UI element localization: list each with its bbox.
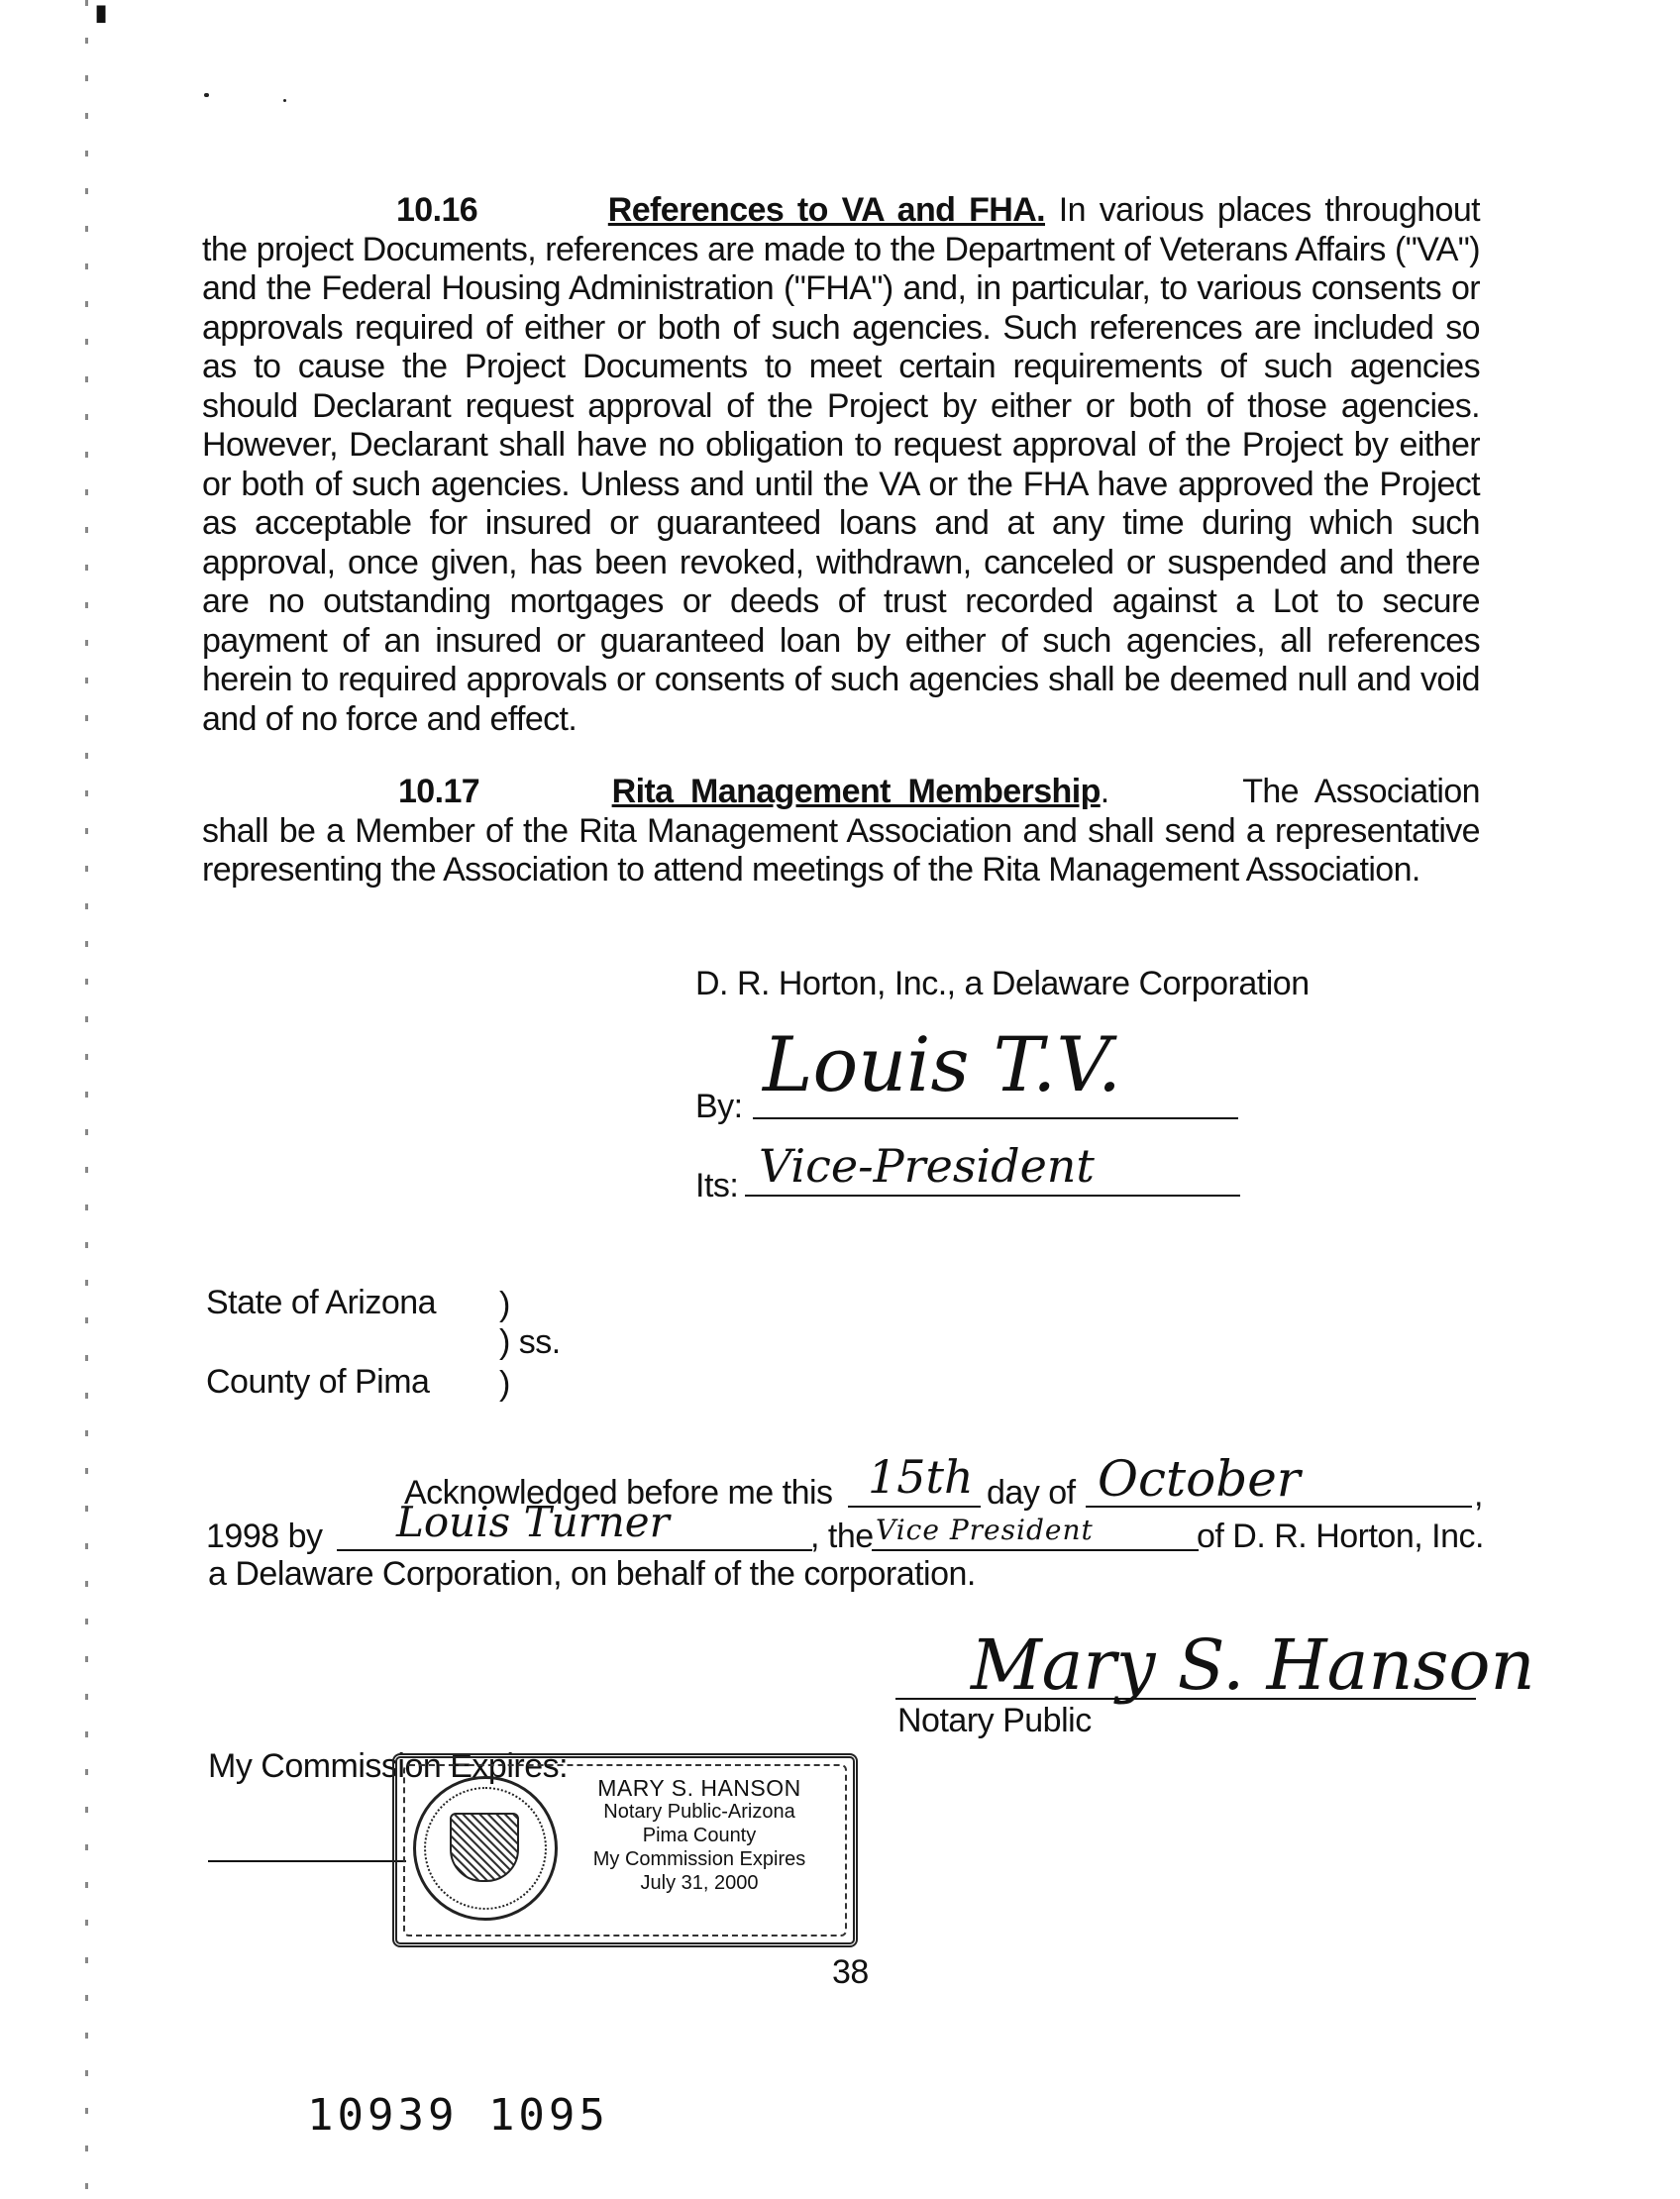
stamp-text bbox=[566, 1776, 833, 1895]
ack-the: , the bbox=[810, 1518, 874, 1555]
ack-comma: , bbox=[1474, 1476, 1483, 1514]
stamp-notary-name: MARY S. HANSON bbox=[597, 1775, 801, 1801]
its-label: Its: bbox=[695, 1167, 739, 1204]
section-10-17 bbox=[202, 773, 1480, 890]
section-title: References to VA and FHA. bbox=[607, 191, 1045, 229]
scan-edge-artifact bbox=[85, 0, 88, 2199]
company-name: D. R. Horton, Inc., a Delaware Corporation bbox=[695, 965, 1310, 1002]
document-id: 10939 1095 bbox=[307, 2090, 609, 2141]
by-signature: Louis T.V. bbox=[763, 1020, 1122, 1108]
notary-signature: Mary S. Hanson bbox=[971, 1624, 1535, 1706]
section-body: In various places throughout the project Documents, references are made to the Department of Veterans Affairs ("VA") and the Federal Housing Administration ("FHA") and, in particular, to various consents or approvals required of either or both of such agencies. Such references are included so as to cause the Project Documents to meet certain requirements of such agencies should Declarant request approval of the Project by either or both of those agencies. However, Declarant shall have no obligation to request approval of the Project by either or both of such agencies. Unless and until the VA or the FHA have approved the Project as acceptable for insured or guaranteed loans and at any time during which such approval, once given, has been revoked, withdrawn, canceled or suspended and there are no outstanding mortgages or deeds of trust recorded against a Lot to secure payment of an insured or guaranteed loan by either of such agencies, all references herein to required approvals or consents of such agencies shall be deemed null and void and of no force and effect. bbox=[202, 191, 1480, 738]
stamp-line: Notary Public-Arizona bbox=[603, 1801, 795, 1823]
section-body: The Association shall be a Member of the Rita Management Association and shall send a representative representing the Association to attend meetings of the Rita Management Association. bbox=[202, 773, 1480, 889]
ack-line3: a Delaware Corporation, on behalf of the corporation. bbox=[208, 1555, 976, 1593]
commission-line bbox=[208, 1860, 406, 1862]
venue-state: State of Arizona bbox=[206, 1284, 437, 1321]
scan-speck bbox=[204, 93, 209, 97]
section-title-period: . bbox=[1100, 773, 1109, 810]
page-number: 38 bbox=[832, 1953, 869, 1991]
title-line bbox=[872, 1549, 1199, 1551]
ack-day-of: day of bbox=[987, 1474, 1076, 1512]
ack-year-by: 1998 by bbox=[206, 1518, 323, 1555]
by-signature-line bbox=[753, 1117, 1238, 1119]
stamp-line: Pima County bbox=[642, 1825, 757, 1846]
section-number: 10.17 bbox=[398, 773, 480, 810]
day-line bbox=[848, 1506, 981, 1508]
signer-line bbox=[337, 1549, 812, 1551]
by-label: By: bbox=[695, 1088, 743, 1125]
notary-label: Notary Public bbox=[897, 1702, 1092, 1739]
stamp-line: My Commission Expires bbox=[592, 1848, 806, 1870]
venue-county: County of Pima bbox=[206, 1363, 430, 1401]
ack-month: October bbox=[1098, 1450, 1301, 1508]
commission-label: My Commission Expires: bbox=[208, 1747, 569, 1785]
section-title: Rita Management Membership bbox=[611, 773, 1101, 810]
venue-paren: ) bbox=[499, 1286, 510, 1323]
venue-ss: ) ss. bbox=[499, 1323, 561, 1361]
its-line bbox=[745, 1195, 1240, 1197]
seal-shield bbox=[450, 1813, 519, 1882]
section-number: 10.16 bbox=[396, 191, 478, 229]
section-10-16 bbox=[202, 191, 1480, 739]
stamp-line: July 31, 2000 bbox=[640, 1872, 759, 1894]
venue-paren: ) bbox=[499, 1365, 510, 1403]
state-seal-icon bbox=[413, 1776, 558, 1921]
its-value: Vice-President bbox=[759, 1139, 1095, 1193]
ack-prefix: Acknowledged before me this bbox=[404, 1474, 833, 1512]
ack-day: 15th bbox=[868, 1450, 974, 1504]
ack-title: Vice President bbox=[876, 1514, 1094, 1546]
notary-stamp bbox=[392, 1753, 858, 1947]
scan-speck bbox=[283, 99, 286, 102]
corner-mark: ▮ bbox=[95, 0, 108, 25]
ack-of-company: of D. R. Horton, Inc. bbox=[1197, 1518, 1484, 1555]
ack-signer: Louis Turner bbox=[396, 1498, 670, 1546]
